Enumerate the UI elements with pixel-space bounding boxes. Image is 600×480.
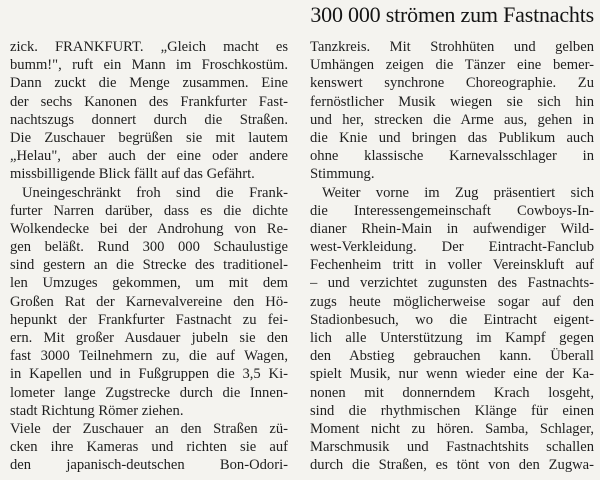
text-line: den Abstieg gebrauchen kann. Überall (310, 348, 594, 365)
article-column-left (10, 38, 288, 475)
text-line: Die Zuschauer begrüßen sie mit lautem (10, 129, 288, 146)
text-line: Großen Rat der Karnevalvereine den Hö- (10, 293, 288, 310)
text-line: kenswert synchrone Choreographie. Zu (310, 75, 594, 92)
text-line: spielt Musik, nur wenn wieder eine der Ka- (310, 366, 594, 383)
text-line: len Umzuges gekommen, um mit dem (10, 275, 288, 292)
text-line: cken ihre Kameras und richten sie auf (10, 439, 288, 456)
text-line: Dann zuckt die Menge zusammen. Eine (10, 75, 288, 92)
text-line: zugs heute möglicherweise sogar auf den (310, 293, 594, 310)
headline: 300 000 strömen zum Fastnachts (310, 2, 594, 27)
text-line: Stadionbesuch, wo die Eintracht eigent- (310, 311, 594, 328)
text-line: lometer lange Zugstrecke durch die Innen- (10, 384, 288, 401)
text-line: zick. FRANKFURT. „Gleich macht es (10, 39, 288, 55)
text-line: Viele der Zuschauer an den Straßen zü- (10, 420, 288, 437)
text-line: in Kapellen und in Fußgruppen die 3,5 Ki- (10, 366, 288, 383)
text-line: stadt Richtung Römer ziehen. (10, 402, 184, 419)
text-line: Marschmusik und Fastnachtshits schallen (310, 439, 594, 456)
text-line: sind gestern an die Strecke des traditionel- (10, 257, 288, 274)
text-line: Moment nicht zu hören. Samba, Schlager, (310, 420, 594, 437)
text-line: lich alle Unterstützung im Kampf gegen (310, 330, 594, 346)
text-line: bumm!", ruft ein Mann im Froschkostüm. (10, 57, 288, 74)
text-line: – und verzichtet zugunsten des Fastnachts- (310, 275, 594, 292)
text-line: west-Verkleidung. Der Eintracht-Fanclub (310, 239, 594, 256)
text-line: nonen mit donnerndem Krach losgeht, (310, 384, 594, 401)
text-line: ohne klassische Karnevalsschlager in (310, 148, 594, 165)
text-line: Umhängen zeigen die Tänzer eine bemer- (310, 57, 594, 74)
text-line: die Interessengemeinschaft Cowboys-In- (310, 202, 594, 219)
text-line: der sechs Kanonen des Frankfurter Fast- (10, 93, 288, 110)
text-line: Weiter vorne im Zug präsentiert sich (322, 184, 594, 201)
text-line: den japanisch-deutschen Bon-Odori- (10, 457, 288, 474)
text-line: dianer Rhein-Main in aufwendiger Wild- (310, 220, 594, 237)
text-line: durch die Straßen, es tönt von den Zugwa- (310, 457, 594, 474)
text-line: die Knie und bringen das Publikum auch (310, 129, 594, 146)
text-line: hepunkt der Frankfurter Fastnacht zu fei- (10, 311, 288, 328)
text-line: und her, strecken die Arme aus, gehen in (310, 111, 594, 128)
text-line: fernöstlicher Musik wiegen sie sich hin (310, 93, 594, 110)
text-line: ern. Mit großer Ausdauer jubeln sie den (10, 330, 288, 346)
text-line: Wolkendecke bei der Androhung von Re- (10, 220, 288, 237)
text-line: nachtszugs donnert durch die Straßen. (10, 111, 288, 128)
text-line: „Helau", aber auch der eine oder andere (10, 148, 288, 165)
text-line: Tanzkreis. Mit Strohhüten und gelben (310, 39, 594, 55)
text-line: furter Narren darüber, dass es die dichte (10, 202, 288, 219)
text-line: Fechenheim tritt in voller Vereinskluft auf (310, 257, 594, 274)
text-line: gen beläßt. Rund 300 000 Schaulustige (10, 239, 288, 256)
text-line: Uneingeschränkt froh sind die Frank- (22, 184, 288, 201)
text-line: sind die rhythmischen Klänge für einen (310, 402, 594, 419)
text-line: Stimmung. (310, 166, 375, 183)
text-line: fast 3000 Teilnehmern zu, die auf Wagen, (10, 348, 288, 365)
text-line: missbilligende Blick fällt auf das Gefährt. (10, 166, 255, 183)
article-column-right (310, 38, 594, 475)
